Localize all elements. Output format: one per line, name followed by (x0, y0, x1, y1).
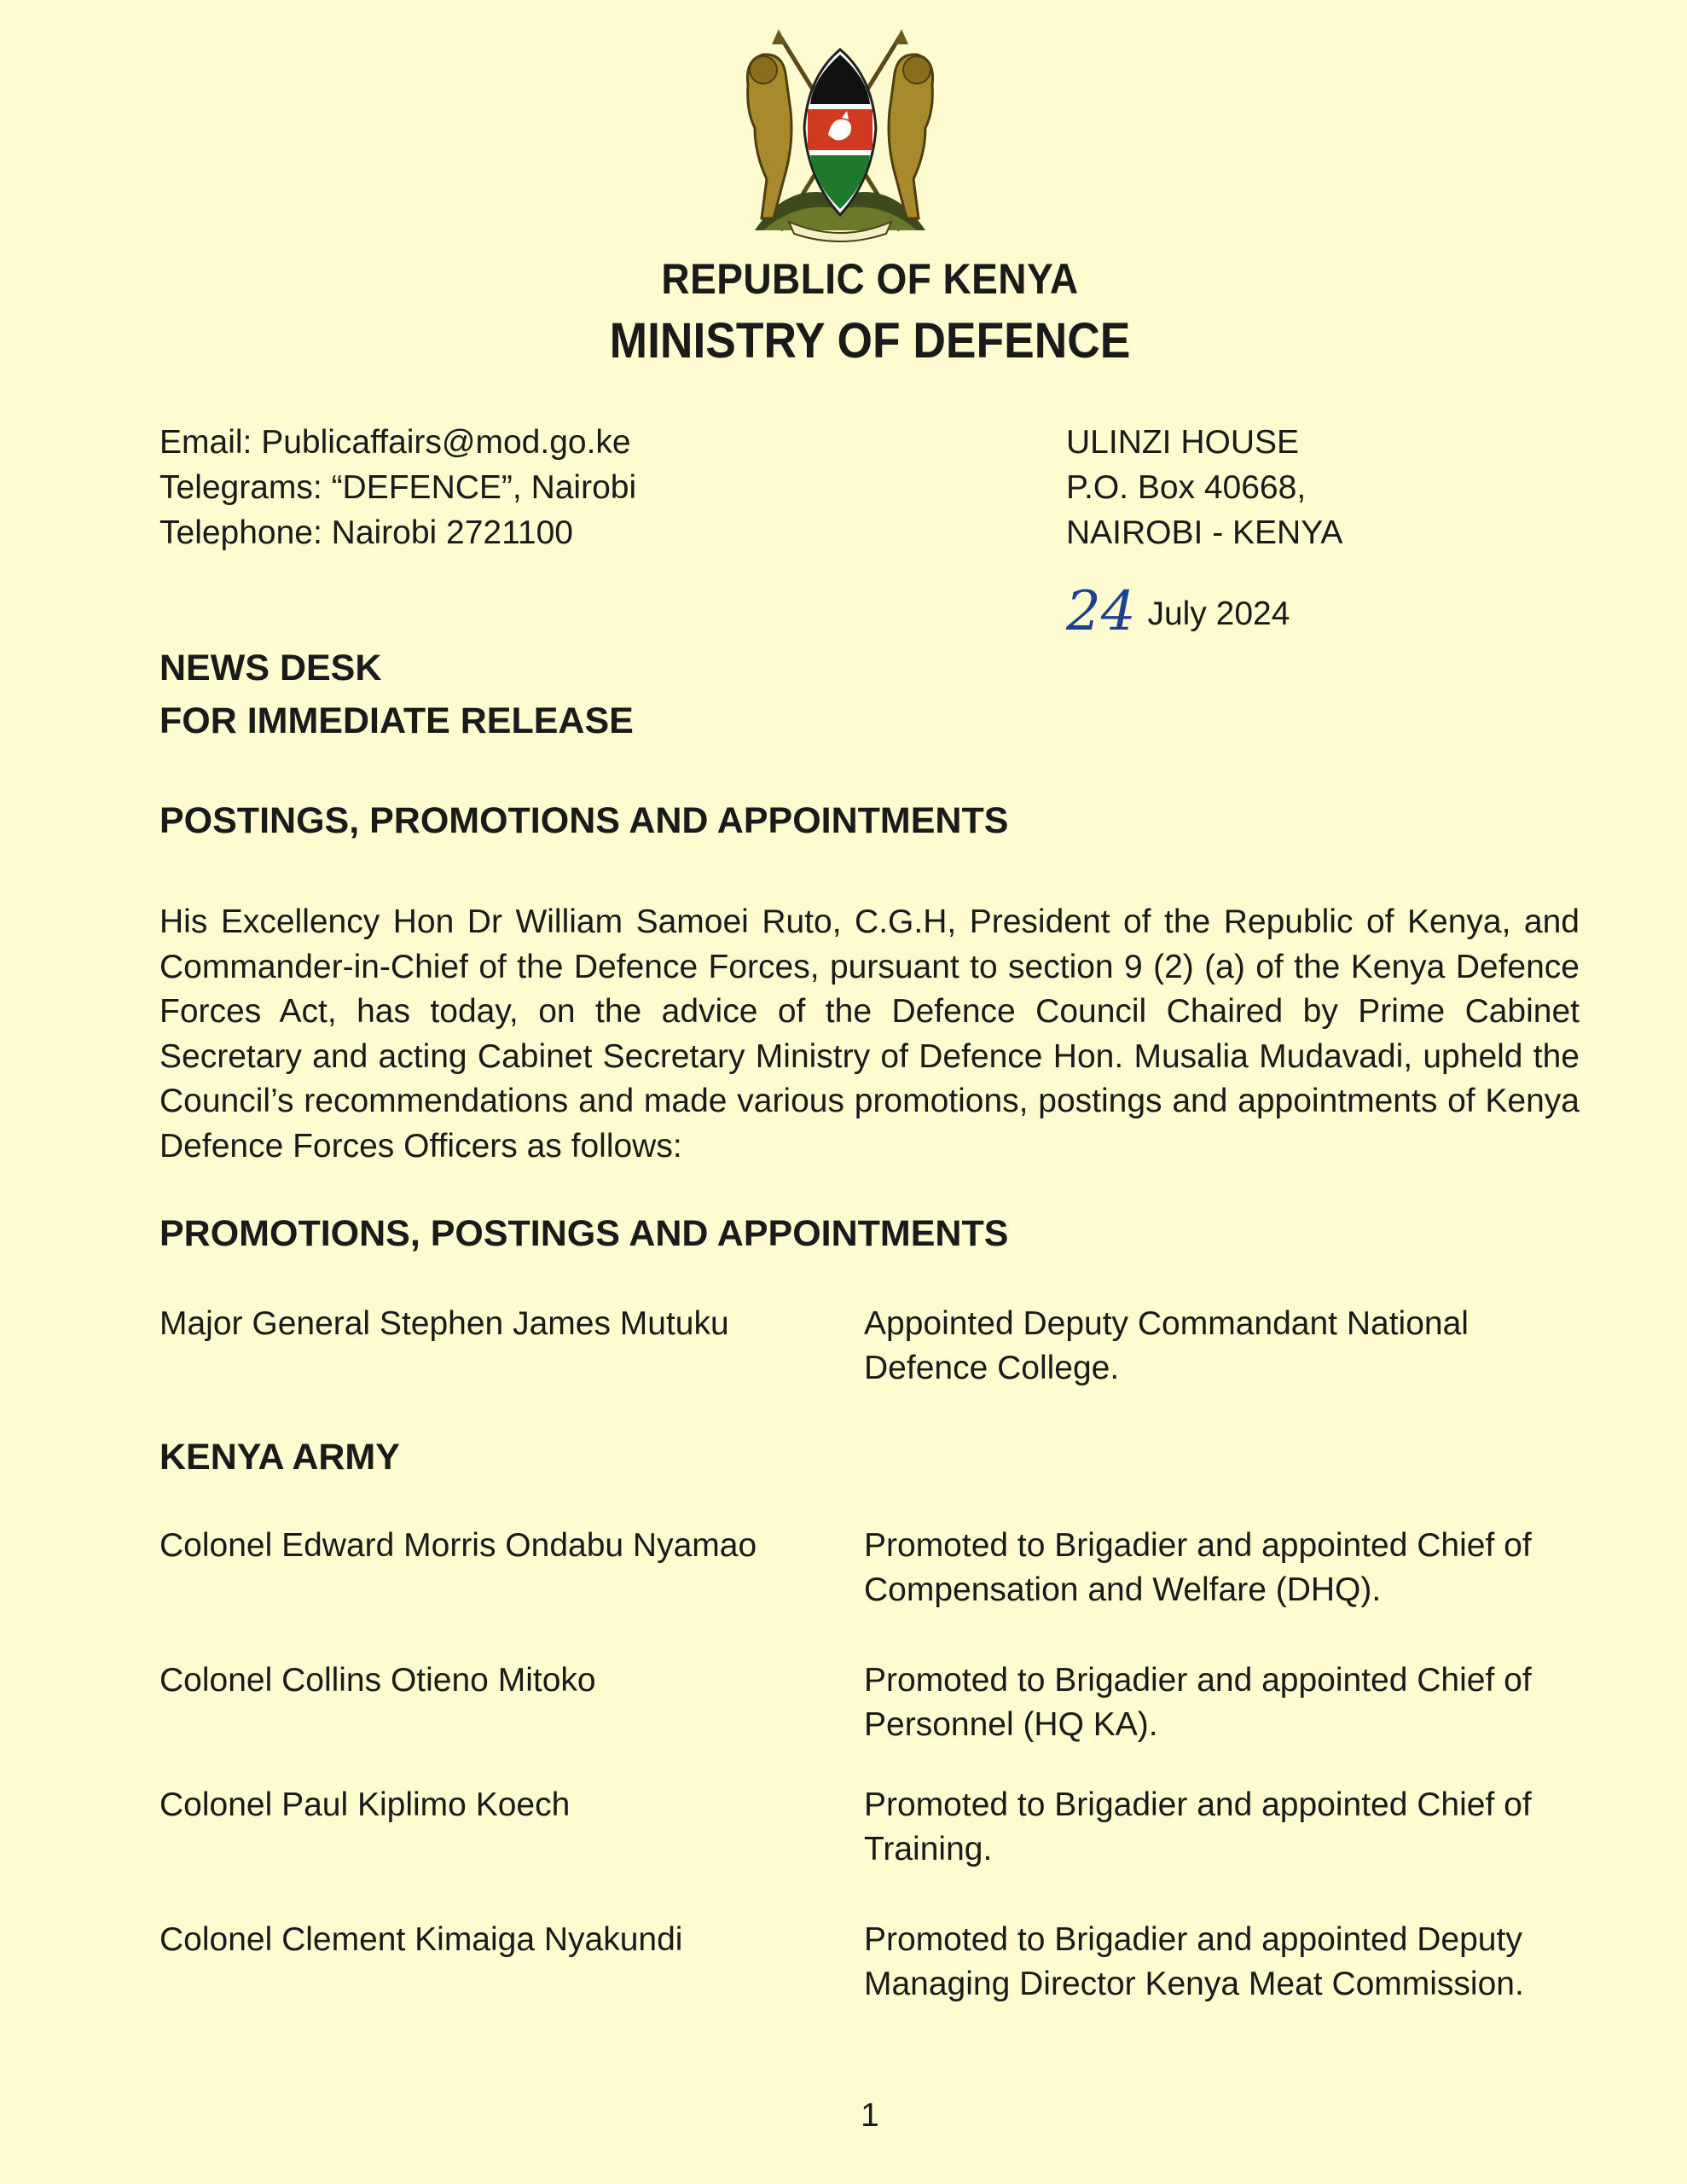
release-date (1066, 580, 1290, 643)
appointment-action: Appointed Deputy Commandant National Defence College. (864, 1305, 1469, 1386)
address-line-1: ULINZI HOUSE (1066, 424, 1300, 461)
address-block (1066, 420, 1342, 555)
address-line-3: NAIROBI - KENYA (1066, 514, 1343, 551)
handwritten-day: 24 (1066, 580, 1136, 643)
appointment-action: Promoted to Brigadier and appointed Deputy Managing Director Kenya Meat Commission. (864, 1921, 1524, 2002)
address-line-2: P.O. Box 40668, (1066, 469, 1307, 506)
section-heading: KENYA ARMY (159, 1437, 400, 1478)
officer-name: Colonel Clement Kimaiga Nyakundi (159, 1921, 683, 1958)
officer-name: Major General Stephen James Mutuku (159, 1305, 729, 1342)
appointment-action: Promoted to Brigadier and appointed Chief of Personnel (HQ KA). (864, 1662, 1532, 1743)
contact-block (159, 420, 636, 555)
news-desk-line: NEWS DESK (159, 648, 382, 688)
appointment-action: Promoted to Brigadier and appointed Chief of Compensation and Welfare (DHQ). (864, 1527, 1532, 1608)
section-heading: PROMOTIONS, POSTINGS AND APPOINTMENTS (159, 1213, 1009, 1254)
page-number: 1 (861, 2097, 879, 2134)
release-label (159, 642, 634, 747)
officer-name: Colonel Edward Morris Ondabu Nyamao (159, 1527, 757, 1564)
officer-name: Colonel Collins Otieno Mitoko (159, 1662, 596, 1699)
country-heading: REPUBLIC OF KENYA (661, 255, 1079, 303)
officer-name: Colonel Paul Kiplimo Koech (159, 1786, 571, 1823)
immediate-release-line: FOR IMMEDIATE RELEASE (159, 700, 634, 741)
appointment-action: Promoted to Brigadier and appointed Chief of Training. (864, 1786, 1532, 1867)
email-line: Email: Publicaffairs@mod.go.ke (159, 424, 631, 461)
telegrams-line: Telegrams: “DEFENCE”, Nairobi (159, 469, 637, 506)
ministry-heading: MINISTRY OF DEFENCE (609, 313, 1131, 369)
document-title: POSTINGS, PROMOTIONS AND APPOINTMENTS (159, 800, 1009, 841)
month-year: July 2024 (1147, 595, 1290, 632)
telephone-line: Telephone: Nairobi 2721100 (159, 514, 573, 551)
intro-paragraph: His Excellency Hon Dr William Samoei Ruto, C.G.H, President of the Republic of Kenya, and Commander-in-Chief of the Defence Forces, pursuant to section 9 (2) (a) of the Kenya Defence Forces Act, has today, on the advice of the Defence Council Chaired by Prime Cabinet Secretary and acting Cabinet Secretary Ministry of Defence Hon. Musalia Mudavadi, upheld the Council’s recommendations and made various promotions, postings and appointments of Kenya Defence Forces Officers as follows: (159, 903, 1580, 1165)
coat-of-arms-emblem (729, 26, 951, 247)
